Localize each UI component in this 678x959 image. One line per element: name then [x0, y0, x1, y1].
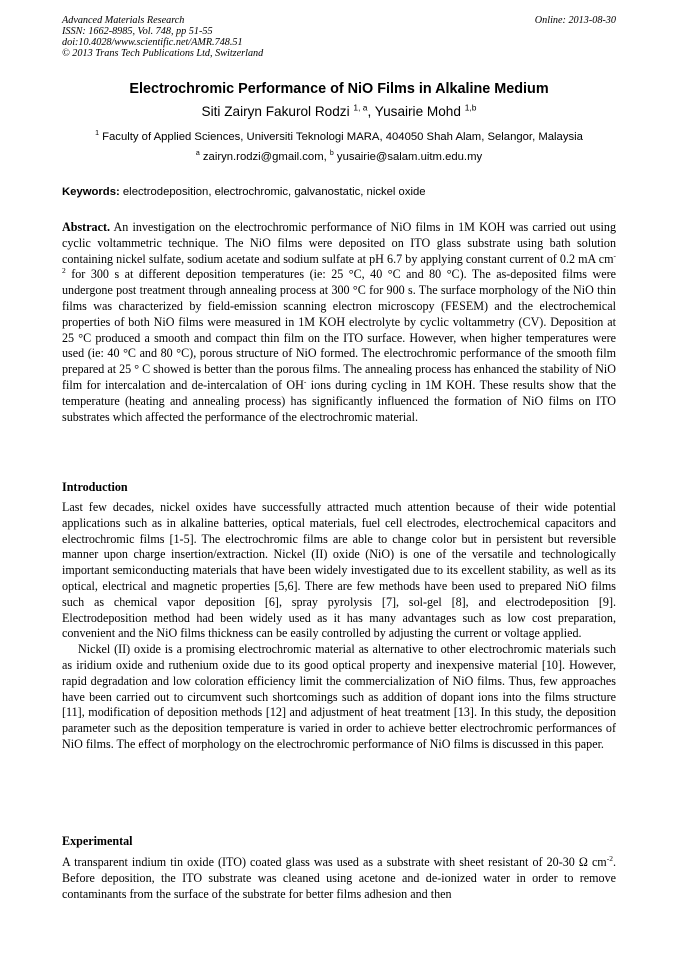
copyright-line: © 2013 Trans Tech Publications Ltd, Switzerland [62, 48, 264, 59]
abstract [62, 220, 616, 425]
keywords-label: Keywords: [62, 186, 120, 198]
keywords [62, 186, 616, 198]
affiliation-text: Faculty of Applied Sciences, Universiti Teknologi MARA, 404050 Shah Alam, Selangor, Malaysia [102, 131, 583, 143]
author-emails [62, 151, 616, 163]
introduction-paragraph-2: Nickel (II) oxide is a promising electrochromic material as alternative to other electrochromic materials such as iridium oxide and ruthenium oxide due to its good optical property and inexpensive material [10]. However, rapid degradation and low coloration efficiency limit the commercialization of NiO films. Thus, few approaches have been carried out to circumvent such shortcomings such as addition of dopant ions into the films structure [11], modification of deposition methods [12] and adjustment of heat treatment [13]. In this study, the deposition parameter such as the deposition temperature is varied in order to achieve better electrochromic performances of NiO films. The effect of morphology on the electrochromic performance of NiO films is discussed in this paper. [62, 642, 616, 751]
abstract-text-2: for 300 s at different deposition temperatures (ie: 25 °C, 40 °C and 80 °C). The as-deposited films were undergone post treatment through annealing process at 300 °C for 900 s. The surface morphology of the NiO thin films was characterized by field-emission scanning electron microscopy (FESEM) and the electrochemical properties of both NiO films were measured in 1M KOH electrolyte by cyclic voltammetry (CV). Deposition at 25 °C produced a smooth and compact thin film on the ITO surface. However, when higher temperatures were used (ie: 40 °C and 80 °C), porous structure of NiO formed. The electrochromic performance of the smooth film prepared at 25 ° C showed is better than the porous films. The annealing process has enhanced the stability of NiO film for intercalation and de-intercalation of OH [62, 267, 616, 392]
introduction-body [62, 500, 616, 753]
experimental-superscript: -2 [606, 853, 613, 863]
introduction-heading: Introduction [62, 480, 128, 494]
affiliation-mark: 1 [95, 130, 99, 138]
author-1: Siti Zairyn Fakurol Rodzi [201, 104, 350, 119]
affiliation [62, 131, 616, 143]
issn-line: ISSN: 1662-8985, Vol. 748, pp 51-55 [62, 26, 213, 37]
experimental-text-2: . Before deposition, the ITO substrate was cleaned using acetone and de-ionized water in order to remove contaminants from the surface of the substrate for better films adhesion and then [62, 855, 616, 901]
introduction-paragraph-1: Last few decades, nickel oxides have successfully attracted much attention because of their wide potential applications such as in alkaline batteries, optical materials, fuel cell electrodes, electrochemical capacitors and electrochromic films [1-5]. The electrochromic films are able to change color but in persistent but reversible manner upon charge insertion/extraction. Nickel (II) oxide (NiO) is one of the versatile and technologically important semiconducting materials that have been widely investigated due to its excellent stability, as well as its optical, electrical and magnetic properties [5,6]. There are few methods have been used to prepared NiO films such as chemical vapor deposition [6], spray pyrolysis [7], sol-gel [8], and electrodeposition [9]. Electrodeposition method had been widely used as it has many advantages such as low cost preparation, convenient and the NiO films thickness can be easily controlled by adjusting the current or voltage applied. [62, 500, 616, 641]
abstract-label: Abstract. [62, 220, 111, 234]
email-b: yusairie@salam.uitm.edu.my [333, 151, 483, 163]
doi-line: doi:10.4028/www.scientific.net/AMR.748.51 [62, 37, 243, 48]
abstract-text-3: ions during cycling in 1M KOH. These results show that the temperature (heating and annealing process) has significantly influenced the formation of NiO films on ITO substrates which affected the performance of the electrochromic material. [62, 377, 616, 424]
journal-header [62, 15, 616, 59]
author-separator: , [367, 104, 375, 119]
online-date: Online: 2013-08-30 [534, 15, 616, 26]
experimental-body [62, 855, 616, 902]
author-line [62, 104, 616, 119]
author-1-affil-mark: 1, a [353, 102, 368, 113]
experimental-heading: Experimental [62, 834, 133, 848]
journal-name: Advanced Materials Research [62, 15, 185, 26]
abstract-superscript-1: -2 [62, 250, 616, 276]
abstract-superscript-2: - [303, 376, 307, 386]
email-a: zairyn.rodzi@gmail.com, [199, 151, 330, 163]
email-mark-b: b [329, 150, 334, 158]
author-2-affil-mark: 1,b [464, 102, 477, 113]
abstract-text-1: An investigation on the electrochromic performance of NiO films in 1M KOH was carried out using cyclic voltammetric technique. The NiO films were deposited on ITO glass substrate using bath solution containing nickel sulfate, sodium acetate and sodium sulfate at pH 6.7 by applying constant current of 0.2 mA cm [62, 220, 616, 266]
experimental-text-1: A transparent indium tin oxide (ITO) coated glass was used as a substrate with sheet resistant of 20-30 Ω cm [62, 855, 607, 869]
author-2: Yusairie Mohd [374, 104, 461, 119]
paper-title: Electrochromic Performance of NiO Films in Alkaline Medium [129, 81, 549, 97]
email-mark-a: a [195, 150, 200, 158]
keywords-text: electrodeposition, electrochromic, galvanostatic, nickel oxide [119, 186, 426, 198]
